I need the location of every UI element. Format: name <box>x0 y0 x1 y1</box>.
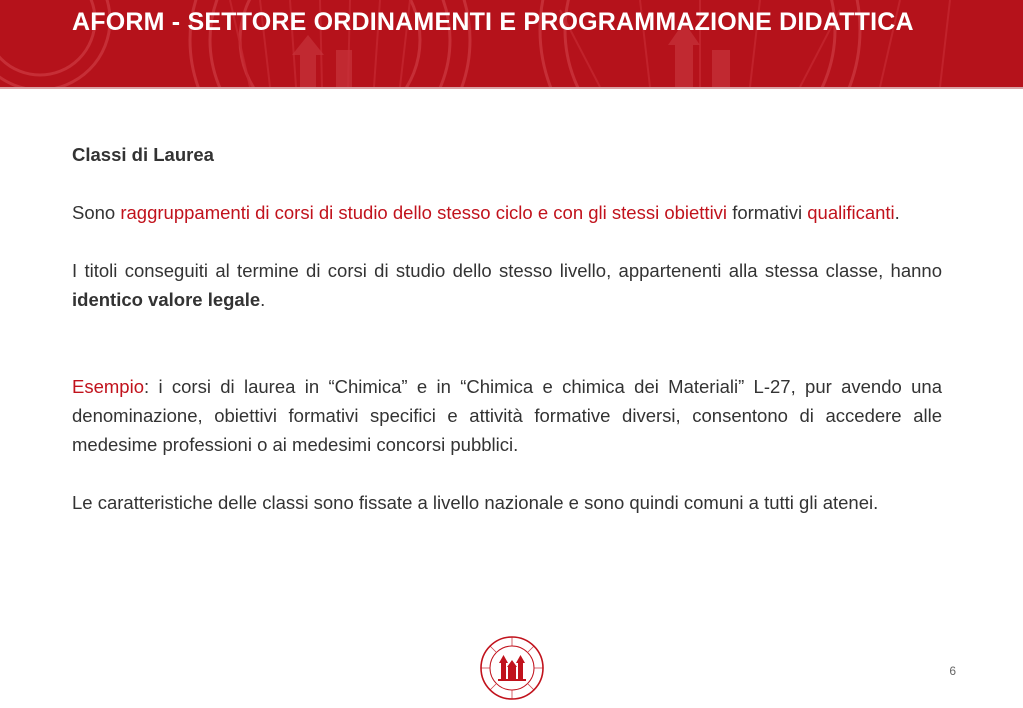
page-number: 6 <box>949 664 956 678</box>
page-title: AFORM - SETTORE ORDINAMENTI E PROGRAMMAZIONE DIDATTICA <box>72 8 914 36</box>
example-paragraph <box>72 372 942 459</box>
characteristics-paragraph: Le caratteristiche delle classi sono fissate a livello nazionale e sono quindi comuni a tutti gli atenei. <box>72 492 879 513</box>
header-divider <box>0 87 1023 89</box>
definition-text: Sono <box>72 202 121 223</box>
titoli-emphasis: identico valore legale <box>72 289 261 310</box>
titoli-text: . <box>260 289 266 310</box>
titoli-paragraph <box>72 256 942 314</box>
definition-text: formativi <box>727 202 808 223</box>
titoli-text: I titoli conseguiti al termine di corsi di studio dello stesso livello, appartenenti alla stessa classe, hanno <box>72 260 942 281</box>
header-band <box>0 0 1023 87</box>
example-label: Esempio <box>72 376 144 397</box>
example-text: : i corsi di laurea in “Chimica” e in “Chimica e chimica dei Materiali” L-27, pur avendo una denominazione, obiettivi formativi specifici e attività formative diversi, consentono di accedere alle medesime professioni o ai medesimi concorsi pubblici. <box>72 376 942 455</box>
definition-paragraph <box>72 198 942 227</box>
definition-text: . <box>894 202 900 223</box>
university-seal-icon <box>479 635 545 701</box>
section-heading: Classi di Laurea <box>72 144 214 165</box>
definition-highlight: qualificanti <box>807 202 895 223</box>
slide-content <box>72 140 942 517</box>
definition-highlight: raggruppamenti di corsi di studio dello stesso ciclo e con gli stessi obiettivi <box>120 202 728 223</box>
